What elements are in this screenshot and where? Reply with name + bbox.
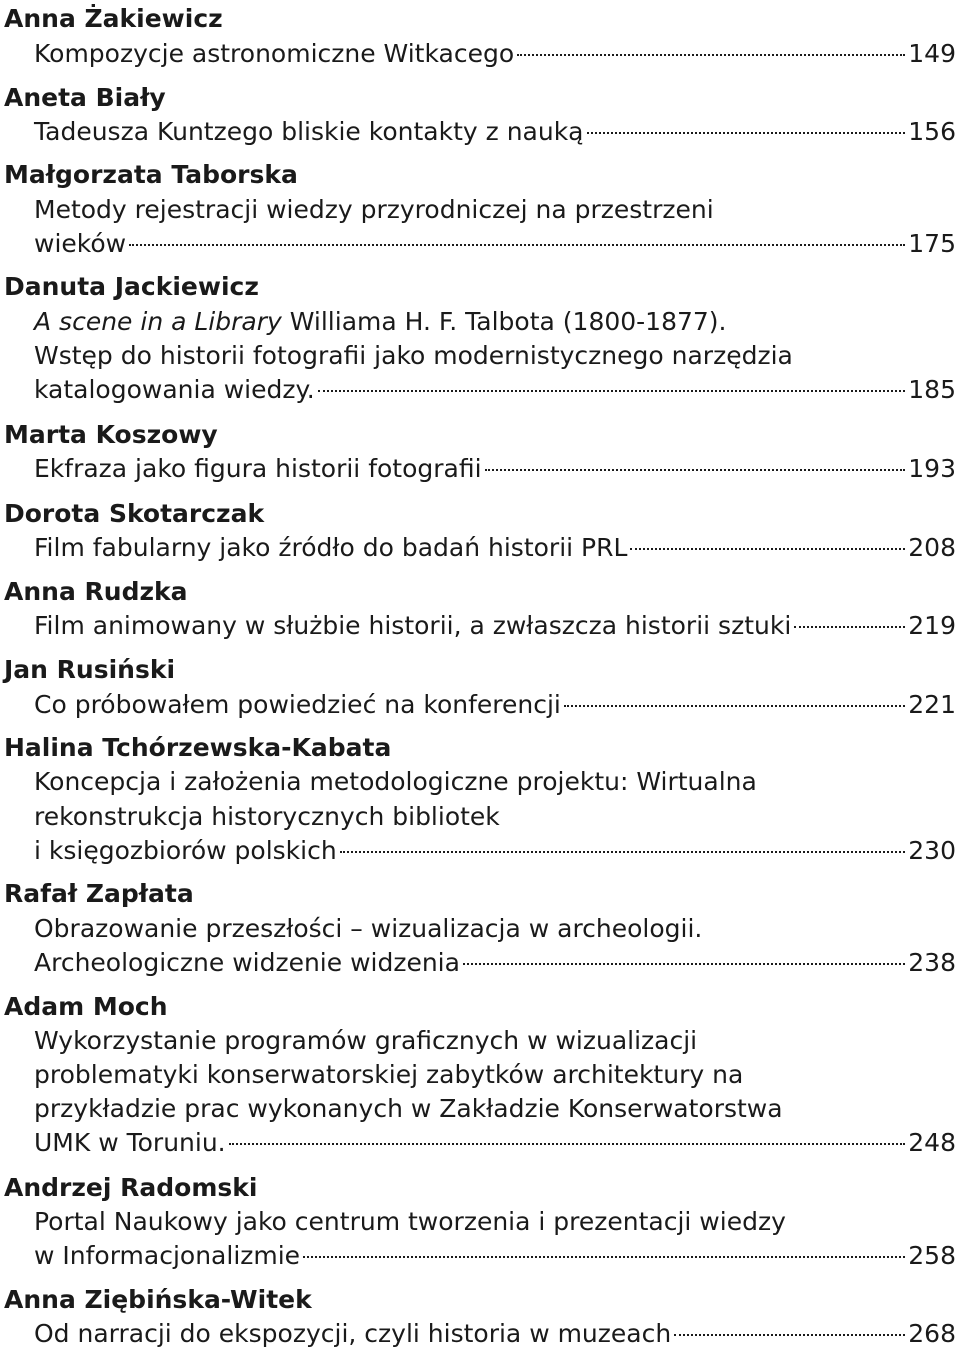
entry-title: Co próbowałem powiedzieć na konferencji (34, 690, 561, 719)
entry-page: 219 (908, 611, 956, 640)
entry-page: 238 (908, 948, 956, 977)
entry-author: Anna Rudzka (4, 577, 188, 606)
entry-author: Anna Żakiewicz (4, 4, 223, 33)
entry-page: 208 (908, 533, 956, 562)
leader-dots (340, 851, 906, 853)
entry-page: 185 (908, 375, 956, 404)
entry-title: katalogowania wiedzy. (34, 375, 315, 404)
entry-author: Adam Moch (4, 992, 168, 1021)
entry-title-line: problematyki konserwatorskiej zabytków architektury na (34, 1060, 744, 1089)
entry-author: Marta Koszowy (4, 420, 218, 449)
entry-title-line: Metody rejestracji wiedzy przyrodniczej na przestrzeni (34, 195, 714, 224)
leader-dots (129, 244, 905, 246)
entry-author: Andrzej Radomski (4, 1173, 258, 1202)
entry-author: Małgorzata Taborska (4, 160, 298, 189)
entry-title: UMK w Toruniu. (34, 1128, 226, 1157)
entry-title-line: Obrazowanie przeszłości – wizualizacja w archeologii. (34, 914, 703, 943)
entry-page: 248 (908, 1128, 956, 1157)
entry-page: 175 (908, 229, 956, 258)
entry-title: wieków (34, 229, 127, 258)
leader-dots (318, 390, 906, 392)
entry-title-line (34, 1239, 956, 1273)
entry-title-line (34, 305, 727, 339)
leader-dots (794, 626, 905, 628)
entry-title: w Informacjonalizmie (34, 1241, 301, 1270)
leader-dots (630, 548, 905, 550)
leader-dots (463, 963, 905, 965)
entry-title-line (34, 452, 956, 486)
entry-title-line (34, 609, 956, 643)
entry-author: Dorota Skotarczak (4, 499, 265, 528)
leader-dots (564, 705, 905, 707)
entry-title-line (34, 834, 956, 868)
entry-title-line (34, 531, 956, 565)
entry-title: Ekfraza jako figura historii fotografii (34, 454, 482, 483)
entry-page: 156 (908, 117, 956, 146)
entry-title: Tadeusza Kuntzego bliskie kontakty z nauką (34, 117, 584, 146)
entry-title-line (34, 227, 956, 261)
leader-dots (485, 469, 906, 471)
leader-dots (587, 132, 906, 134)
leader-dots (303, 1256, 905, 1258)
entry-title-line (34, 1317, 956, 1351)
entry-title-line (34, 946, 956, 980)
entry-title-line (34, 115, 956, 149)
entry-author: Rafał Zapłata (4, 879, 194, 908)
entry-author: Anna Ziębińska-Witek (4, 1285, 312, 1314)
entry-title-line (34, 37, 956, 71)
entry-author: Jan Rusiński (4, 655, 176, 684)
entry-title: Archeologiczne widzenie widzenia (34, 948, 460, 977)
entry-title: Film animowany w służbie historii, a zwłaszcza historii sztuki (34, 611, 792, 640)
entry-author: Halina Tchórzewska-Kabata (4, 733, 392, 762)
entry-title-italic: A scene in a Library (34, 307, 282, 336)
entry-title: i księgozbiorów polskich (34, 836, 337, 865)
entry-author: Aneta Biały (4, 83, 166, 112)
entry-page: 221 (908, 690, 956, 719)
entry-title-line: rekonstrukcja historycznych bibliotek (34, 802, 500, 831)
entry-page: 268 (908, 1319, 956, 1348)
entry-page: 193 (908, 454, 956, 483)
entry-title-line: Koncepcja i założenia metodologiczne projektu: Wirtualna (34, 767, 757, 796)
entry-title-line (34, 1126, 956, 1160)
entry-title-line (34, 688, 956, 722)
entry-title-line: przykładzie prac wykonanych w Zakładzie Konserwatorstwa (34, 1094, 783, 1123)
entry-author: Danuta Jackiewicz (4, 272, 259, 301)
entry-page: 230 (908, 836, 956, 865)
leader-dots (517, 54, 905, 56)
entry-title-line: Portal Naukowy jako centrum tworzenia i prezentacji wiedzy (34, 1207, 786, 1236)
entry-page: 258 (908, 1241, 956, 1270)
entry-title-line (34, 373, 956, 407)
entry-title: Kompozycje astronomiczne Witkacego (34, 39, 515, 68)
entry-title-rest: Williama H. F. Talbota (1800-1877). (281, 307, 727, 336)
leader-dots (674, 1334, 905, 1336)
entry-title: Od narracji do ekspozycji, czyli historia w muzeach (34, 1319, 672, 1348)
entry-title-line: Wstęp do historii fotografii jako modernistycznego narzędzia (34, 341, 793, 370)
entry-page: 149 (908, 39, 956, 68)
entry-title-line: Wykorzystanie programów graficznych w wizualizacji (34, 1026, 698, 1055)
leader-dots (229, 1143, 906, 1145)
entry-title: Film fabularny jako źródło do badań historii PRL (34, 533, 628, 562)
